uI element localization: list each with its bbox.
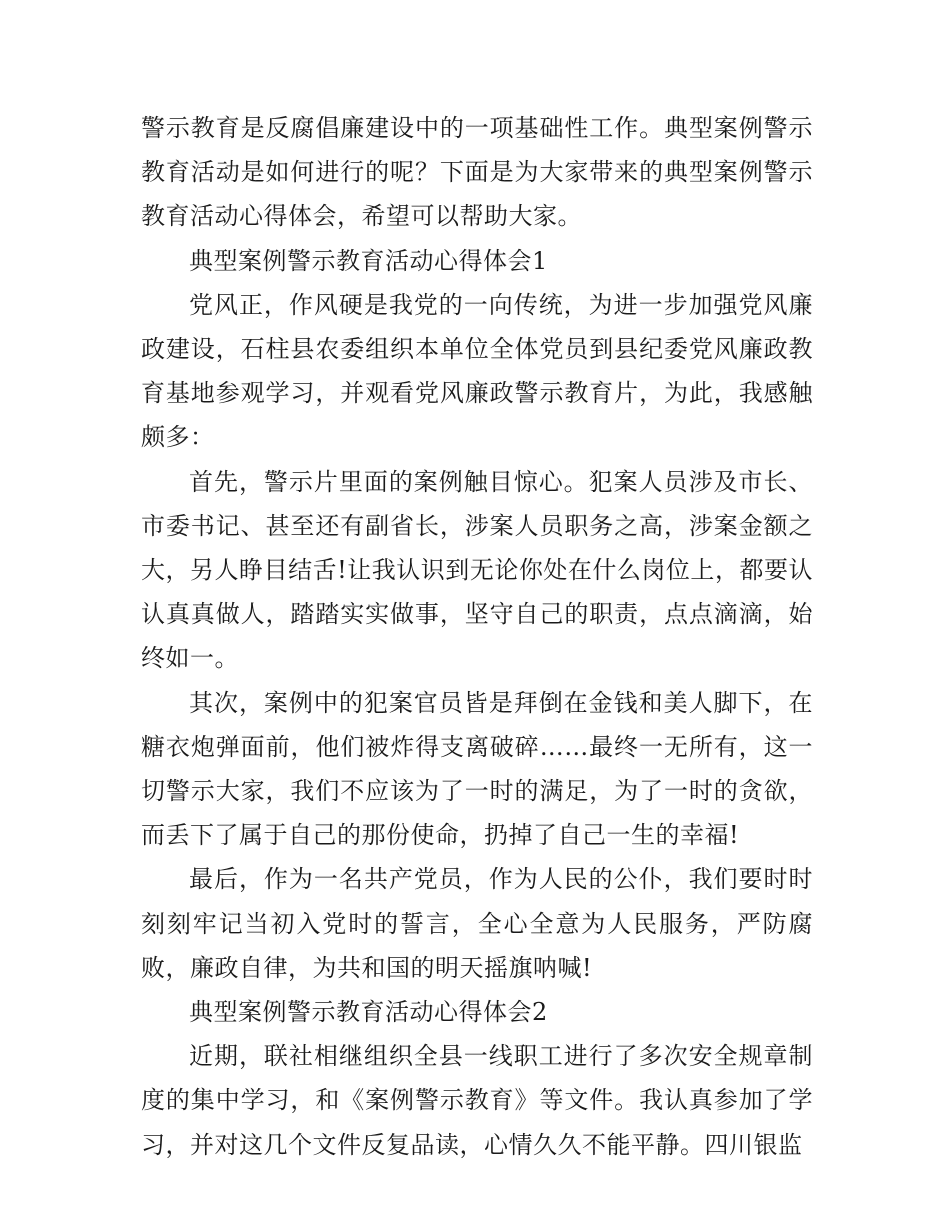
body-paragraph: 其次，案例中的犯案官员皆是拜倒在金钱和美人脚下，在糖衣炮弹面前，他们被炸得支离破碎……最终一无所有，这一切警示大家，我们不应该为了一时的满足，为了一时的贪欲，而丢下了属于自己的那份使命，扔掉了自己一生的幸福! xyxy=(141,688,813,850)
body-paragraph: 首先，警示片里面的案例触目惊心。犯案人员涉及市长、市委书记、甚至还有副省长，涉案人员职务之高，涉案金额之大，另人睁目结舌!让我认识到无论你处在什么岗位上，都要认认真真做人，踏踏实实做事，坚守自己的职责，点点滴滴，始终如一。 xyxy=(141,467,813,673)
section-heading-1: 典型案例警示教育活动心得体会1 xyxy=(189,246,548,275)
document-body xyxy=(141,106,813,1167)
section-heading-2: 典型案例警示教育活动心得体会2 xyxy=(189,998,548,1027)
body-paragraph: 党风正，作风硬是我党的一向传统，为进一步加强党风廉政建设，石柱县农委组织本单位全体党员到县纪委党风廉政教育基地参观学习，并观看党风廉政警示教育片，为此，我感触颇多： xyxy=(141,290,813,452)
body-paragraph: 最后，作为一名共产党员，作为人民的公仆，我们要时时刻刻牢记当初入党时的誓言，全心全意为人民服务，严防腐败，廉政自律，为共和国的明天摇旗呐喊! xyxy=(141,865,813,982)
intro-paragraph: 警示教育是反腐倡廉建设中的一项基础性工作。典型案例警示教育活动是如何进行的呢？下面是为大家带来的典型案例警示教育活动心得体会，希望可以帮助大家。 xyxy=(141,114,813,231)
body-paragraph: 近期，联社相继组织全县一线职工进行了多次安全规章制度的集中学习，和《案例警示教育》等文件。我认真参加了学习，并对这几个文件反复品读，心情久久不能平静。四川银监 xyxy=(141,1042,813,1159)
